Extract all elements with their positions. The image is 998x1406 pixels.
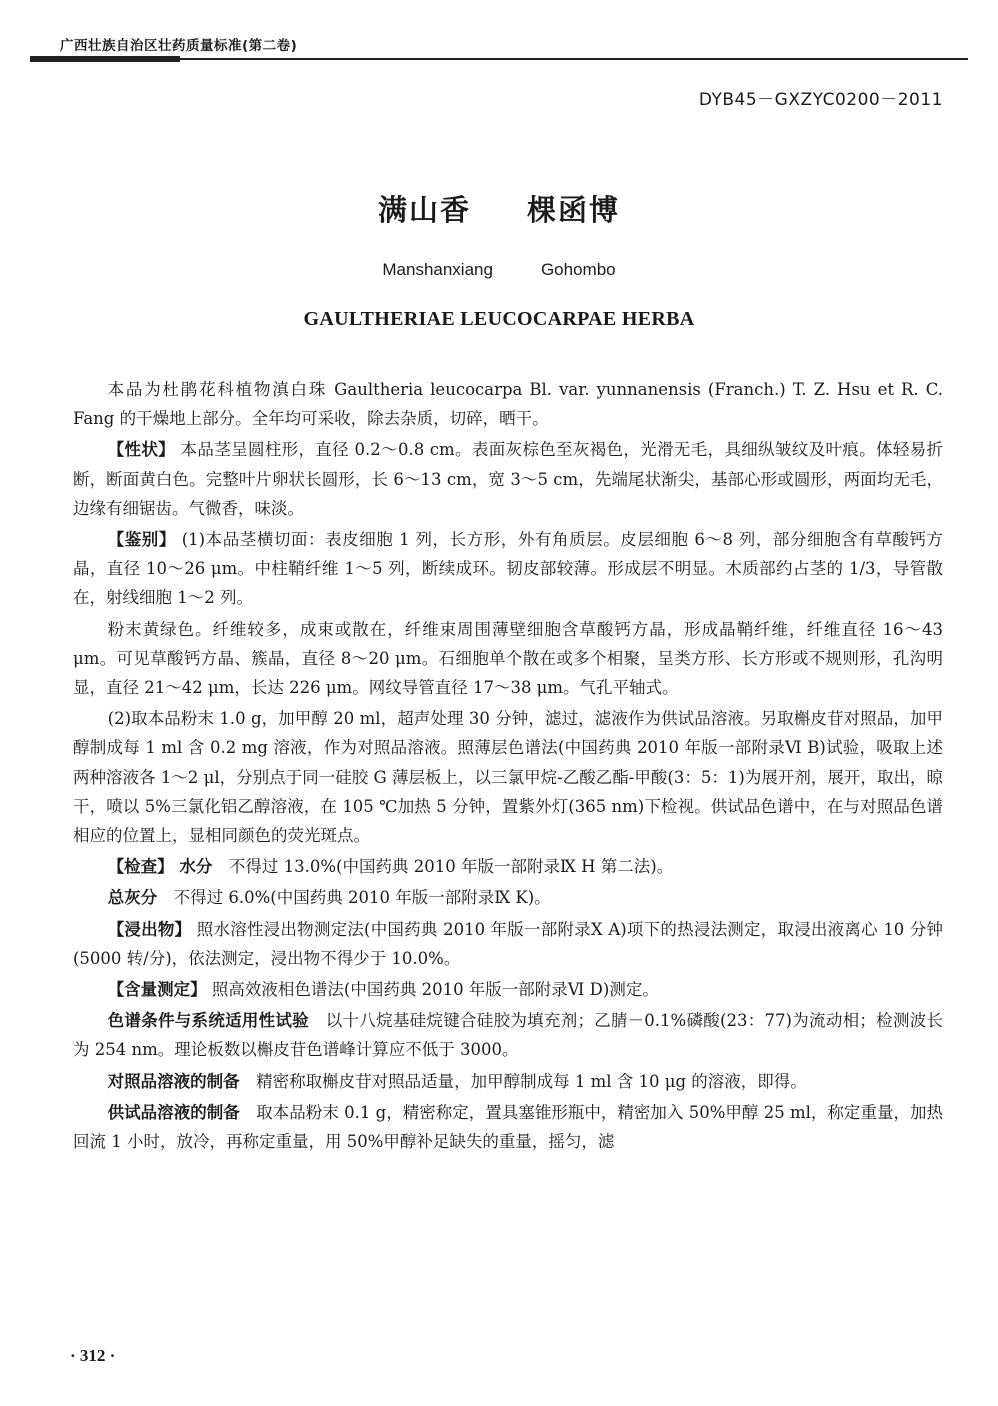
paragraph-powder	[73, 615, 943, 703]
paragraph-label: 供试品溶液的制备	[107, 1102, 240, 1122]
paragraph-text: 不得过 13.0%(中国药典 2010 年版一部附录Ⅸ H 第二法)。	[228, 857, 674, 877]
paragraph-label: 【浸出物】	[107, 919, 192, 939]
paragraph-label: 【检查】 水分	[107, 857, 213, 877]
paragraph-label: 色谱条件与系统适用性试验	[107, 1011, 309, 1031]
paragraph-reference-solution	[73, 1067, 943, 1096]
title-latin: GAULTHERIAE LEUCOCARPAE HERBA	[303, 308, 695, 330]
paragraph-origin	[73, 375, 943, 433]
paragraph-chromatography	[73, 1006, 943, 1064]
paragraph-assay	[73, 975, 943, 1004]
paragraph-identification-1	[73, 525, 943, 613]
page-number: · 312 ·	[70, 1346, 116, 1365]
paragraph-identification-2	[73, 704, 943, 850]
paragraph-label: 【含量测定】	[107, 980, 207, 1000]
paragraph-text: (1)本品茎横切面：表皮细胞 1 列，长方形，外有角质层。皮层细胞 6～8 列，部分细胞含有草酸钙方晶，直径 10～26 μm。中柱鞘纤维 1～5 列，断续成环。韧皮部较薄。形成层不明显。木质部约占茎的 1/3，导管散在，射线细胞 1～2 列。	[73, 530, 943, 608]
paragraph-characters	[73, 435, 943, 523]
standard-number: DYB45－GXZYC0200－2011	[698, 90, 943, 110]
paragraph-text: 本品为杜鹃花科植物滇白珠 Gaultheria leucocarpa Bl. var. yunnanensis (Franch.) T. Z. Hsu et R. C. Fang 的干燥地上部分。全年均可采收，除去杂质，切碎，晒干。	[73, 380, 943, 429]
title-cn-name: 满山香	[377, 193, 471, 227]
paragraph-check-water	[73, 852, 943, 881]
paragraph-label: 【性状】	[107, 440, 175, 460]
paragraph-text: 本品茎呈圆柱形，直径 0.2～0.8 cm。表面灰棕色至灰褐色，光滑无毛，具细纵皱纹及叶痕。体轻易折断，断面黄白色。完整叶片卵状长圆形，长 6～13 cm，宽 3～5 cm，先端尾状渐尖，基部心形或圆形，两面均无毛，边缘有细锯齿。气微香，味淡。	[73, 440, 944, 518]
paragraph-label: 总灰分	[107, 888, 158, 908]
paragraph-total-ash	[73, 883, 943, 912]
paragraph-text: 粉末黄绿色。纤维较多，成束或散在，纤维束周围薄壁细胞含草酸钙方晶，形成晶鞘纤维，纤维直径 16～43 μm。可见草酸钙方晶、簇晶，直径 8～20 μm。石细胞单个散在或多个相聚，呈类方形、长方形或不规则形，孔沟明显，直径 21～42 μm，长达 226 μm。网纹导管直径 17～38 μm。气孔平轴式。	[73, 619, 943, 698]
title-zhuang-name: 棵函博	[527, 193, 621, 227]
paragraph-label: 【鉴别】	[107, 530, 176, 550]
paragraph-text: 精密称取槲皮苷对照品适量，加甲醇制成每 1 ml 含 10 μg 的溶液，即得。	[256, 1071, 807, 1091]
paragraph-text: (2)取本品粉末 1.0 g，加甲醇 20 ml，超声处理 30 分钟，滤过，滤液作为供试品溶液。另取槲皮苷对照品，加甲醇制成每 1 ml 含 0.2 mg 溶液，作为对照品溶液。照薄层色谱法(中国药典 2010 年版一部附录Ⅵ B)试验，吸取上述两种溶液各 1～2 μl，分别点于同一硅胶 G 薄层板上，以三氯甲烷-乙酸乙酯-甲酸(3：5：1)为展开剂，展开，取出，晾干，喷以 5%三氯化铝乙醇溶液，在 105 ℃加热 5 分钟，置紫外灯(365 nm)下检视。供试品色谱中，在与对照品色谱相应的位置上，显相同颜色的荧光斑点。	[73, 709, 943, 846]
paragraph-label: 对照品溶液的制备	[107, 1071, 240, 1091]
monograph-body	[73, 375, 943, 1156]
header-rule	[30, 58, 968, 60]
paragraph-text: 照高效液相色谱法(中国药典 2010 年版一部附录Ⅵ D)测定。	[211, 980, 659, 1000]
paragraph-text: 取本品粉末 0.1 g，精密称定，置具塞锥形瓶中，精密加入 50%甲醇 25 ml，称定重量，加热回流 1 小时，放冷，再称定重量，用 50%甲醇补足缺失的重量，摇匀，滤	[73, 1102, 944, 1152]
paragraph-text: 照水溶性浸出物测定法(中国药典 2010 年版一部附录Ⅹ A)项下的热浸法测定，取浸出液离心 10 分钟(5000 转/分)，依法测定，浸出物不得少于 10.0%。	[73, 919, 944, 968]
title-pinyin-cn: Manshanxiang	[382, 260, 493, 279]
title-pinyin-zhuang: Gohombo	[540, 260, 616, 279]
paragraph-extractives	[73, 915, 943, 973]
paragraph-text: 不得过 6.0%(中国药典 2010 年版一部附录Ⅸ K)。	[173, 888, 551, 908]
title-chinese	[0, 188, 998, 229]
running-head: 广西壮族自治区壮药质量标准(第二卷)	[60, 38, 298, 54]
paragraph-test-solution	[73, 1098, 943, 1156]
title-pinyin	[0, 260, 998, 280]
paragraph-text: 以十八烷基硅烷键合硅胶为填充剂；乙腈－0.1%磷酸(23：77)为流动相；检测波长为 254 nm。理论板数以槲皮苷色谱峰计算应不低于 3000。	[73, 1011, 943, 1060]
